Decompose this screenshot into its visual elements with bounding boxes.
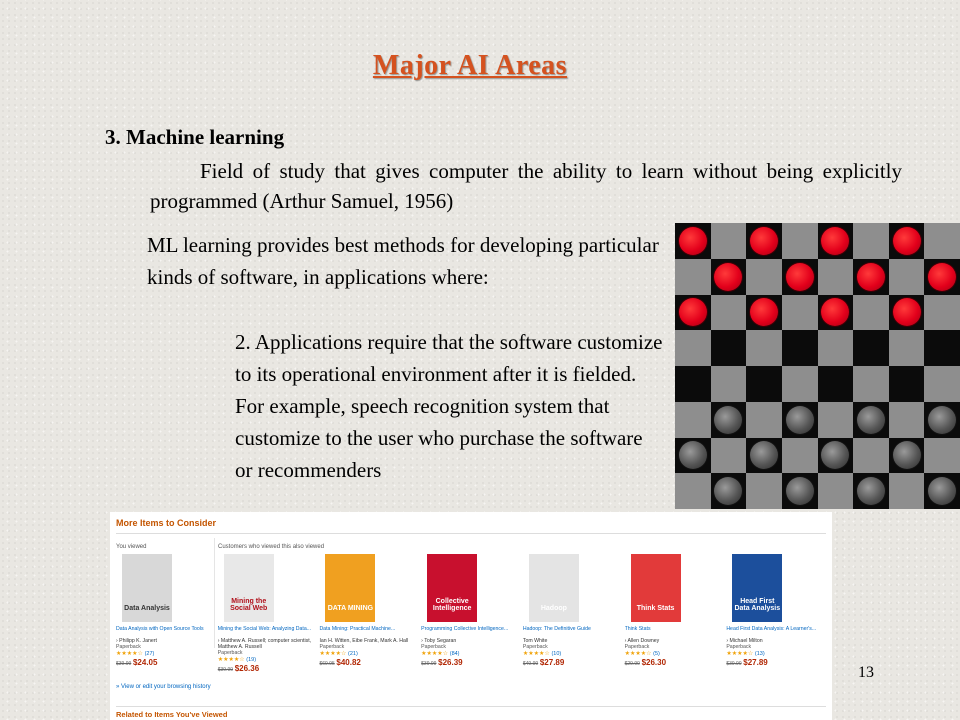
list-price: $29.99 (624, 661, 640, 667)
product-title-link[interactable]: Data Analysis with Open Source Tools (116, 626, 204, 632)
product-item[interactable] (421, 554, 523, 675)
ml-definition: Field of study that gives computer the ability to learn without being explicitly programmed (Arthur Samuel, 1956) (150, 159, 902, 213)
stars: ★★★★☆ (421, 651, 449, 657)
cover-label: Head First Data Analysis (734, 598, 781, 612)
list-price: $39.99 (116, 661, 132, 667)
board-square (924, 259, 960, 295)
amazon-recommendations-screenshot (110, 512, 832, 720)
black-checker-piece (928, 406, 956, 434)
stars: ★★★★☆ (116, 651, 143, 657)
red-checker-piece (893, 298, 921, 326)
product-item[interactable] (625, 554, 727, 675)
star-rating (625, 650, 727, 658)
red-checker-piece (750, 227, 778, 255)
board-square (711, 295, 747, 331)
board-square (853, 295, 889, 331)
board-square (924, 330, 960, 366)
product-item[interactable] (218, 554, 320, 675)
sale-price: $40.82 (336, 658, 361, 667)
red-checker-piece (821, 298, 849, 326)
product-format: Paperback (116, 644, 141, 650)
board-square (746, 330, 782, 366)
product-title-link[interactable]: Data Mining: Practical Machine... (319, 626, 396, 632)
board-square (924, 402, 960, 438)
stars: ★★★★☆ (319, 651, 347, 657)
product-format: Paperback (217, 650, 243, 656)
checkers-board-image (675, 223, 960, 509)
black-checker-piece (786, 477, 814, 505)
product-title-link[interactable]: Think Stats (624, 626, 651, 632)
list-price: $69.95 (319, 661, 335, 667)
board-square (711, 438, 747, 474)
board-square (889, 295, 925, 331)
board-square (782, 330, 818, 366)
book-cover-image[interactable] (224, 554, 274, 622)
divider (116, 706, 826, 707)
product-title-link[interactable]: Programming Collective Intelligence... (421, 626, 509, 632)
board-square (889, 259, 925, 295)
review-count[interactable]: (19) (246, 657, 257, 663)
review-count[interactable]: (21) (348, 651, 358, 657)
book-cover-image[interactable] (122, 554, 172, 622)
board-square (924, 473, 960, 509)
board-square (889, 473, 925, 509)
product-author: › Philipp K. Janert (116, 638, 157, 644)
product-author: › Matthew A. Russell; computer scientist, Matthew A. Russell (217, 638, 312, 650)
board-square (711, 402, 747, 438)
price (421, 658, 523, 669)
section-heading: 3. Machine learning (105, 125, 285, 149)
list-price: $49.99 (522, 661, 539, 667)
red-checker-piece (821, 227, 849, 255)
board-square (889, 438, 925, 474)
board-square (746, 295, 782, 331)
board-square (782, 473, 818, 509)
board-square (782, 259, 818, 295)
product-format: Paperback (319, 644, 345, 650)
product-author: › Michael Milton (726, 638, 763, 644)
book-cover-image[interactable] (325, 554, 375, 622)
review-count[interactable]: (13) (754, 651, 765, 657)
black-checker-piece (893, 441, 921, 469)
board-square (924, 223, 960, 259)
black-checker-piece (821, 441, 849, 469)
board-square (746, 366, 782, 402)
black-checker-piece (714, 406, 742, 434)
board-square (818, 366, 854, 402)
board-square (924, 295, 960, 331)
board-square (711, 473, 747, 509)
product-author: › Toby Segaran (421, 638, 457, 644)
black-checker-piece (750, 441, 778, 469)
book-cover-image[interactable] (732, 554, 782, 622)
board-square (818, 402, 854, 438)
board-square (675, 330, 711, 366)
board-square (853, 330, 889, 366)
product-title-link[interactable]: Head First Data Analysis: A Learner's... (726, 626, 817, 632)
stars: ★★★★☆ (217, 657, 245, 663)
board-square (924, 438, 960, 474)
board-square (675, 223, 711, 259)
star-rating (218, 656, 320, 664)
board-square (746, 259, 782, 295)
board-square (818, 259, 854, 295)
board-square (711, 223, 747, 259)
intro-paragraph: ML learning provides best methods for developing particular kinds of software, in applications where: (147, 233, 659, 289)
black-checker-piece (714, 477, 742, 505)
stars: ★★★★☆ (624, 651, 652, 657)
cover-label: Mining the Social Web (230, 598, 268, 612)
product-item[interactable] (116, 554, 218, 675)
product-author: › Allen Downey (624, 638, 660, 644)
board-square (853, 438, 889, 474)
price (319, 658, 421, 669)
product-item[interactable] (523, 554, 625, 675)
browsing-history-link[interactable]: » View or edit your browsing history (116, 684, 211, 690)
related-items-header: Related to Items You've Viewed (116, 710, 228, 719)
board-square (782, 402, 818, 438)
application-point: 2. Applications require that the software customize to its operational environment after it is fielded. For example, speech recognition system that customize to the user who purchase the software or recommenders (235, 330, 663, 482)
board-square (746, 402, 782, 438)
sale-price: $26.30 (641, 658, 667, 667)
black-checker-piece (857, 477, 885, 505)
product-format: Paperback (421, 644, 446, 650)
board-square (889, 223, 925, 259)
star-rating (116, 650, 218, 658)
board-square (889, 402, 925, 438)
review-count[interactable]: (5) (653, 651, 660, 657)
product-format: Paperback (624, 644, 650, 650)
board-square (782, 438, 818, 474)
list-price: $39.99 (421, 661, 437, 667)
product-title-link[interactable]: Mining the Social Web: Analyzing Data... (217, 626, 312, 632)
cover-label: Think Stats (636, 605, 675, 612)
board-square (711, 259, 747, 295)
list-price: $39.99 (217, 667, 234, 673)
list-price: $39.99 (726, 661, 742, 667)
product-title-link[interactable]: Hadoop: The Definitive Guide (522, 626, 591, 632)
price (625, 658, 727, 669)
book-cover-image[interactable] (529, 554, 579, 622)
price (218, 664, 320, 675)
board-square (746, 473, 782, 509)
board-square (853, 366, 889, 402)
board-square (889, 366, 925, 402)
star-rating (319, 650, 421, 658)
red-checker-piece (857, 263, 885, 291)
board-square (818, 295, 854, 331)
board-square (853, 259, 889, 295)
product-author: Ian H. Witten, Eibe Frank, Mark A. Hall (319, 638, 409, 644)
product-item[interactable] (319, 554, 421, 675)
book-cover-image[interactable] (427, 554, 477, 622)
recommendations-header: More Items to Consider (116, 518, 217, 528)
board-square (924, 366, 960, 402)
black-checker-piece (928, 477, 956, 505)
board-square (853, 402, 889, 438)
cover-label: DATA MINING (327, 605, 374, 612)
black-checker-piece (857, 406, 885, 434)
review-count[interactable]: (10) (551, 651, 562, 657)
star-rating (421, 650, 523, 658)
product-author: Tom White (522, 638, 548, 644)
red-checker-piece (893, 227, 921, 255)
stars: ★★★★☆ (726, 651, 754, 657)
board-square (889, 330, 925, 366)
page-number: 13 (858, 664, 874, 681)
board-square (675, 295, 711, 331)
board-square (818, 438, 854, 474)
product-format: Paperback (726, 644, 752, 650)
review-count[interactable]: (27) (144, 651, 155, 657)
slide-title: Major AI Areas (372, 50, 568, 81)
board-square (782, 223, 818, 259)
red-checker-piece (714, 263, 742, 291)
board-square (782, 295, 818, 331)
board-square (782, 366, 818, 402)
book-cover-image[interactable] (631, 554, 681, 622)
divider (116, 533, 826, 534)
black-checker-piece (679, 441, 707, 469)
sale-price: $27.89 (539, 658, 565, 667)
product-format: Paperback (522, 644, 548, 650)
price (523, 658, 625, 669)
product-item[interactable] (726, 554, 828, 675)
cover-label: Hadoop (540, 605, 567, 612)
also-viewed-label: Customers who viewed this also viewed (218, 544, 325, 550)
board-square (711, 366, 747, 402)
price (726, 658, 828, 669)
board-square (711, 330, 747, 366)
board-square (746, 438, 782, 474)
sale-price: $27.89 (743, 658, 768, 667)
board-square (818, 330, 854, 366)
board-square (818, 223, 854, 259)
board-square (675, 438, 711, 474)
red-checker-piece (679, 298, 707, 326)
board-square (746, 223, 782, 259)
red-checker-piece (679, 227, 707, 255)
red-checker-piece (928, 263, 956, 291)
board-square (675, 473, 711, 509)
sale-price: $24.05 (132, 658, 158, 667)
board-square (853, 223, 889, 259)
sale-price: $26.36 (234, 664, 260, 673)
board-square (675, 402, 711, 438)
sale-price: $26.39 (438, 658, 463, 667)
black-checker-piece (786, 406, 814, 434)
star-rating (523, 650, 625, 658)
board-square (675, 259, 711, 295)
board-square (853, 473, 889, 509)
board-square (818, 473, 854, 509)
red-checker-piece (786, 263, 814, 291)
stars: ★★★★☆ (522, 651, 550, 657)
review-count[interactable]: (84) (449, 651, 460, 657)
star-rating (726, 650, 828, 658)
price (116, 658, 218, 669)
cover-label: Data Analysis (124, 605, 170, 612)
board-square (675, 366, 711, 402)
you-viewed-label: You viewed (116, 544, 147, 550)
red-checker-piece (750, 298, 778, 326)
product-list (116, 554, 828, 675)
cover-label: Collective Intelligence (432, 598, 472, 612)
